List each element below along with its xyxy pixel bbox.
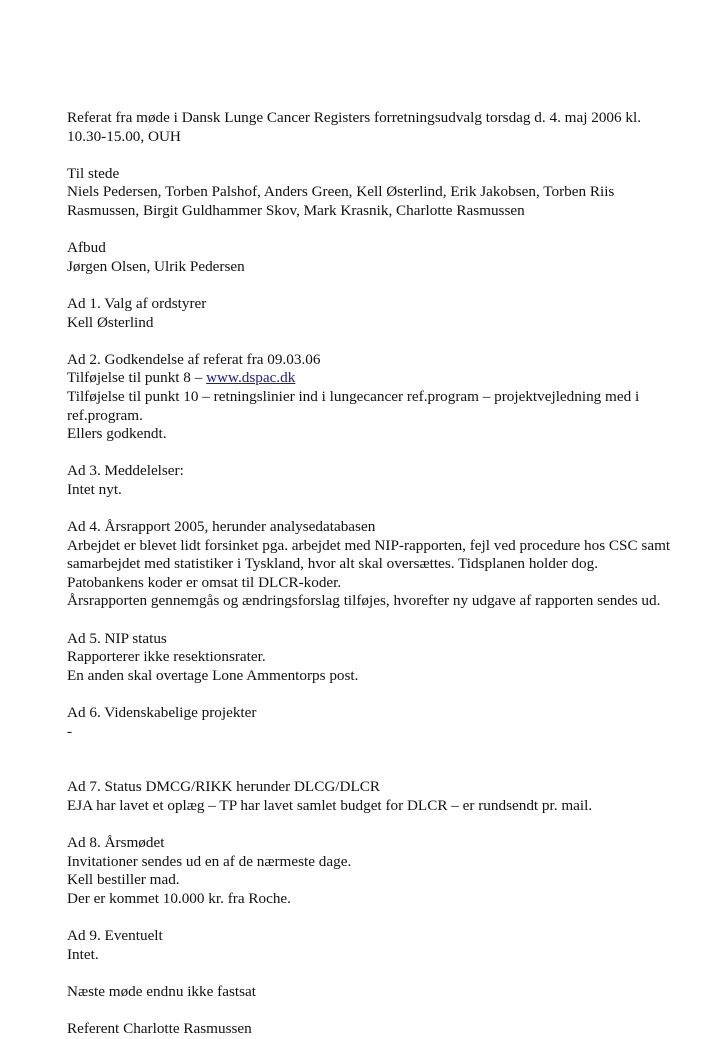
agenda-line: Invitationer sendes ud en af de nærmeste dage.	[67, 852, 352, 870]
agenda-line: Kell bestiller mad.	[67, 871, 180, 889]
agenda-line: Intet nyt.	[67, 480, 122, 498]
title-line: 10.30-15.00, OUH	[67, 127, 181, 145]
agenda-heading: Ad 7. Status DMCG/RIKK herunder DLCG/DLCR	[67, 778, 381, 796]
agenda-line: Patobankens koder er omsat til DLCR-koder.	[67, 573, 342, 591]
agenda-line: ref.program.	[67, 406, 143, 424]
agenda-heading: Ad 2. Godkendelse af referat fra 09.03.06	[67, 350, 321, 368]
absent-heading: Afbud	[67, 239, 106, 257]
attendees-section	[67, 165, 667, 221]
referent: Referent Charlotte Rasmussen	[67, 1020, 252, 1038]
agenda-item-8	[67, 834, 667, 908]
attendees-heading: Til stede	[67, 164, 120, 182]
absent-section	[67, 239, 667, 276]
agenda-line: Rapporterer ikke resektionsrater.	[67, 648, 266, 666]
agenda-item-3	[67, 462, 667, 499]
agenda-heading: Ad 4. Årsrapport 2005, herunder analysedatabasen	[67, 518, 376, 536]
agenda-item-1	[67, 295, 667, 332]
agenda-heading: Ad 3. Meddelelser:	[67, 462, 184, 480]
absent-line: Jørgen Olsen, Ulrik Pedersen	[67, 257, 245, 275]
next-meeting: Næste møde endnu ikke fastsat	[67, 982, 256, 1000]
agenda-heading: Ad 6. Videnskabelige projekter	[67, 704, 257, 721]
agenda-heading: Ad 8. Årsmødet	[67, 834, 165, 852]
agenda-item-9	[67, 927, 667, 964]
agenda-line: samarbejdet med statistiker i Tyskland, hvor alt skal oversættes. Tidsplanen holder dog.	[67, 555, 598, 573]
agenda-line: Årsrapporten gennemgås og ændringsforslag tilføjes, hvorefter ny udgave af rapporten sendes ud.	[67, 592, 661, 610]
agenda-line: EJA har lavet et oplæg – TP har lavet samlet budget for DLCR – er rundsendt pr. mail.	[67, 796, 593, 814]
agenda-line: Tilføjelse til punkt 10 – retningslinier ind i lungecancer ref.program – projektvejledning med i	[67, 387, 640, 405]
attendees-line: Niels Pedersen, Torben Palshof, Anders Green, Kell Østerlind, Erik Jakobsen, Torben Riis	[67, 183, 615, 201]
agenda-line-with-link	[67, 369, 667, 388]
agenda-line: -	[67, 722, 73, 740]
agenda-item-7	[67, 778, 667, 815]
agenda-item-4	[67, 518, 671, 611]
agenda-heading: Ad 5. NIP status	[67, 629, 167, 647]
agenda-line: En anden skal overtage Lone Ammentorps post.	[67, 666, 359, 684]
document-body	[67, 109, 671, 1039]
agenda-item-5	[67, 630, 667, 686]
agenda-line: Kell Østerlind	[67, 313, 154, 331]
dspac-link[interactable]: www.dspac.dk	[206, 369, 296, 387]
agenda-line: Der er kommet 10.000 kr. fra Roche.	[67, 889, 291, 907]
agenda-item-6	[67, 704, 667, 741]
agenda-line: Intet.	[67, 945, 99, 963]
agenda-heading: Ad 9. Eventuelt	[67, 927, 163, 945]
link-prefix: Tilføjelse til punkt 8 –	[67, 369, 207, 387]
agenda-heading: Ad 1. Valg af ordstyrer	[67, 294, 207, 312]
agenda-line: Ellers godkendt.	[67, 425, 167, 443]
title-line: Referat fra møde i Dansk Lunge Cancer Registers forretningsudvalg torsdag d. 4. maj 2006 kl.	[67, 109, 642, 126]
attendees-line: Rasmussen, Birgit Guldhammer Skov, Mark Krasnik, Charlotte Rasmussen	[67, 201, 525, 219]
document-title	[67, 109, 667, 146]
agenda-item-2	[67, 351, 667, 444]
agenda-line: Arbejdet er blevet lidt forsinket pga. arbejdet med NIP-rapporten, fejl ved procedure hos CSC samt	[67, 536, 671, 554]
